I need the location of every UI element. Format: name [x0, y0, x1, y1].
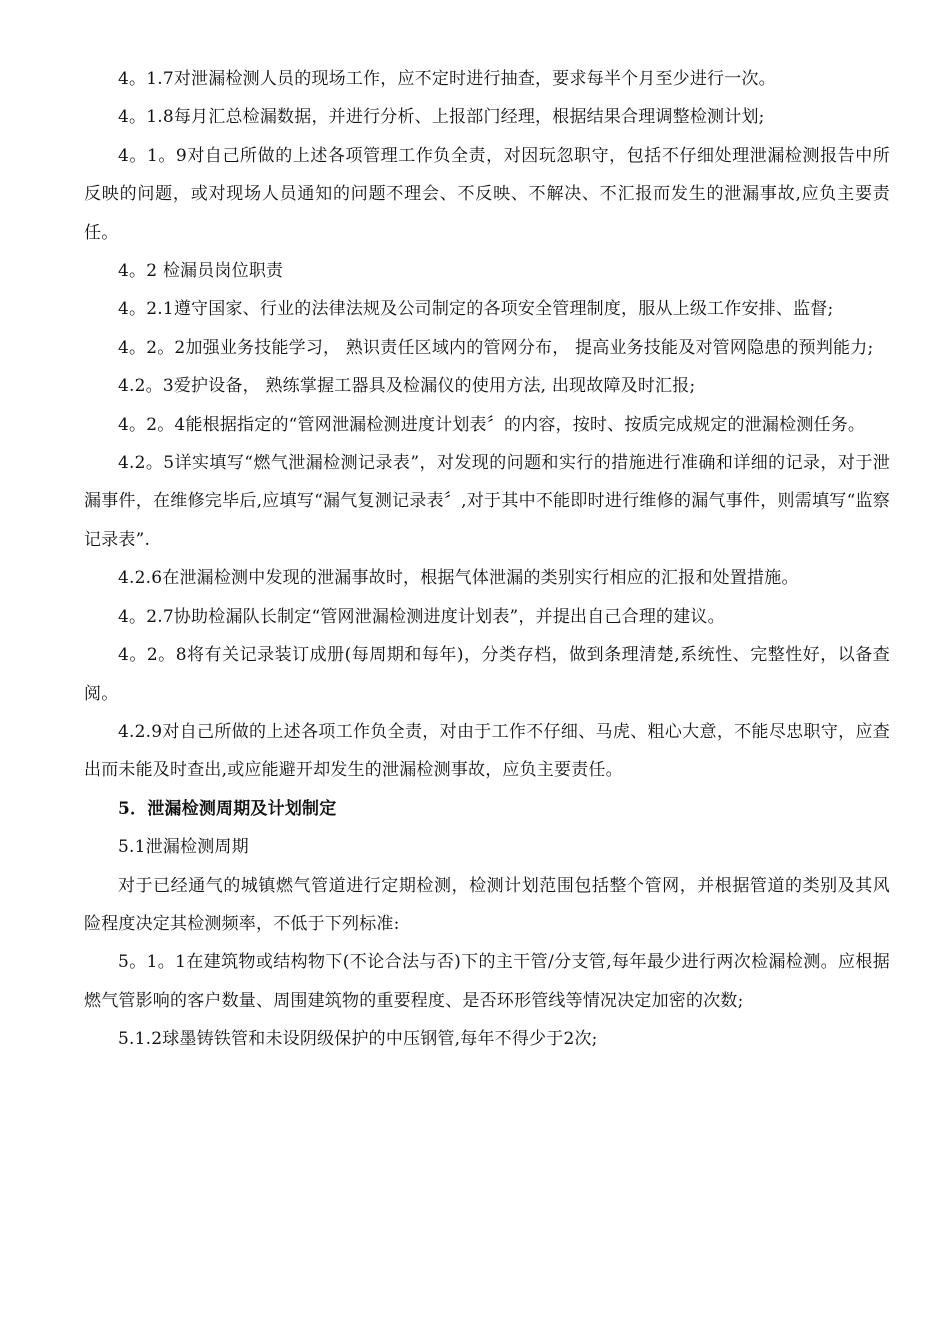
paragraph-4-2-9: 4.2.9对自己所做的上述各项工作负全责，对由于工作不仔细、马虎、粗心大意，不能尽忠职守，应查出而未能及时查出,或应能避开却发生的泄漏检测事故，应负主要责任。 [84, 721, 890, 781]
paragraph-5-1-1: 5。1。1在建筑物或结构物下(不论合法与否)下的主干管/分支管,每年最少进行两次检漏检测。应根据燃气管影响的客户数量、周围建筑物的重要程度、是否环形管线等情况决定加密的次数; [84, 952, 890, 1011]
section-heading-5-1: 5.1泄漏检测周期 [118, 837, 249, 858]
paragraph-5-1-2: 5.1.2球墨铸铁管和未设阴级保护的中压钢管,每年不得少于2次; [118, 1029, 598, 1050]
paragraph-5-1-intro: 对于已经通气的城镇燃气管道进行定期检测，检测计划范围包括整个管网，并根据管道的类别及其风险程度决定其检测频率，不低于下列标准: [84, 875, 890, 934]
paragraph-4-2-5: 4.2。5详实填写“燃气泄漏检测记录表”，对发现的问题和实行的措施进行准确和详细的记录，对于泄漏事件，在维修完毕后,应填写“漏气复测记录表〞,对于其中不能即时进行维修的漏气事件，则需填写“监察记录表”. [84, 453, 890, 550]
paragraph-4-2-4: 4。2。4能根据指定的“管网泄漏检测进度计划表〞的内容，按时、按质完成规定的泄漏检测任务。 [118, 414, 866, 435]
paragraph-4-2-1: 4。2.1遵守国家、行业的法律法规及公司制定的各项安全管理制度，服从上级工作安排、监督; [118, 299, 834, 320]
paragraph-4-2-6: 4.2.6在泄漏检测中发现的泄漏事故时，根据气体泄漏的类别实行相应的汇报和处置措施。 [118, 568, 799, 589]
paragraph-4-2-7: 4。2.7协助检漏队长制定“管网泄漏检测进度计划表”，并提出自己合理的建议。 [118, 606, 725, 627]
paragraph-4-1-9: 4。1。9对自己所做的上述各项管理工作负全责，对因玩忽职守，包括不仔细处理泄漏检测报告中所反映的问题，或对现场人员通知的问题不理会、不反映、不解决、不汇报而发生的泄漏事故,应负主要责任。 [84, 145, 890, 243]
paragraph-4-2-3: 4.2。3爱护设备， 熟练掌握工器具及检漏仪的使用方法, 出现故障及时汇报; [118, 376, 696, 397]
paragraph-4-2-2: 4。2。2加强业务技能学习， 熟识责任区域内的管网分布， 提高业务技能及对管网隐患的预判能力; [118, 337, 874, 358]
section-heading-5: 5．泄漏检测周期及计划制定 [118, 798, 337, 819]
paragraph-4-1-7: 4。1.7对泄漏检测人员的现场工作，应不定时进行抽查，要求每半个月至少进行一次。 [118, 69, 776, 89]
document-body [84, 60, 890, 1059]
paragraph-4-1-8: 4。1.8每月汇总检漏数据，并进行分析、上报部门经理，根据结果合理调整检测计划; [118, 107, 765, 128]
section-heading-4-2: 4。2 检漏员岗位职责 [118, 261, 284, 282]
paragraph-4-2-8: 4。2。8将有关记录装订成册(每周期和每年)，分类存档，做到条理清楚,系统性、完整性好，以备查阅。 [84, 645, 890, 704]
